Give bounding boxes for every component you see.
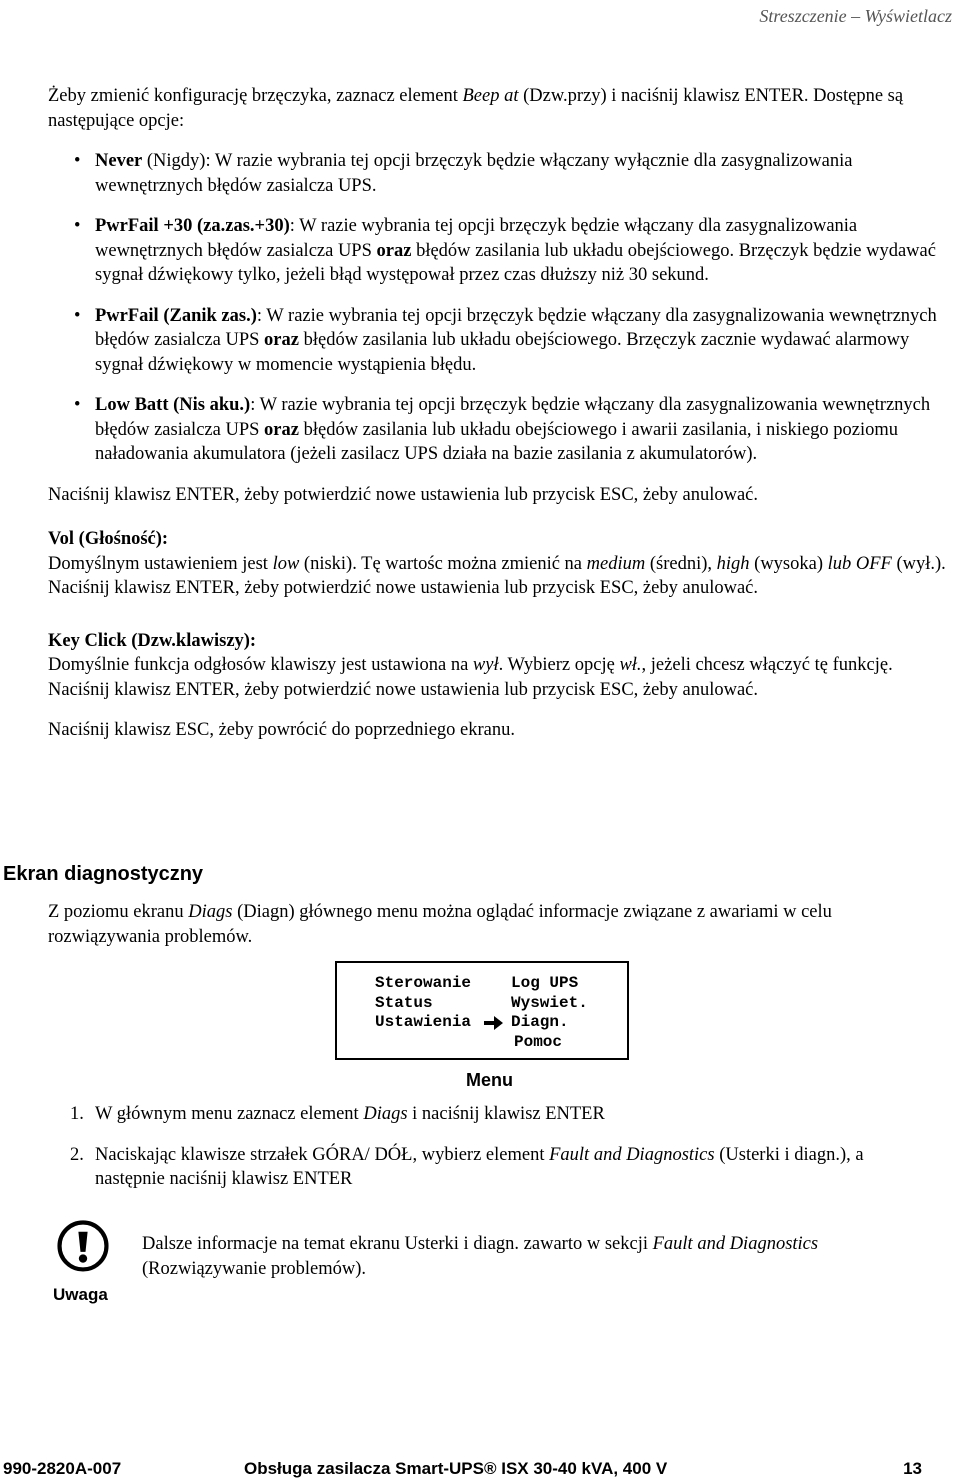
warning-exclamation-icon (46, 1220, 120, 1282)
keyclick-esc: Naciśnij klawisz ESC, żeby powrócić do poprzedniego ekranu. (48, 720, 515, 740)
lcd-menu-display (335, 961, 629, 1060)
lcd-row: Ustawienia Diagn. (375, 1013, 569, 1031)
vol-text: Domyślnym ustawieniem jest low (niski). Tę wartośc można zmienić na medium (średni), high (wysoka) lub OFF (wył.). Naciśnij klawisz ENTER, żeby potwierdzić nowe ustawienia lub przycisk ESC, żeby anulować. (48, 553, 946, 598)
footer-title: Obsługa zasilacza Smart-UPS® ISX 30-40 kVA, 400 V (244, 1459, 668, 1478)
beep-confirm: Naciśnij klawisz ENTER, żeby potwierdzić nowe ustawienia lub przycisk ESC, żeby anulować. (48, 484, 758, 505)
list-item: 2. Naciskając klawisze strzałek GÓRA/ DÓŁ, wybierz element Fault and Diagnostics (Usterki i diagn.), a następnie naciśnij klawisz ENTER (70, 1144, 864, 1189)
bullet-icon: • (74, 395, 81, 415)
bullet-icon: • (74, 216, 81, 236)
diag-intro: Z poziomu ekranu Diags (Diagn) głównego menu można oglądać informacje związane z awariami w celu rozwiązywania problemów. (48, 902, 832, 947)
list-item: • PwrFail (Zanik zas.): W razie wybrania tej opcji brzęczyk będzie włączany dla zasygnalizowania wewnętrznych błędów zasialcza UPS oraz błędów zasilania lub układu obejściowego. Brzęczyk zacznie wydawać alarmowy sygnał dźwiękowy w momencie wystąpienia błędu. (74, 305, 937, 375)
lcd-row: Status Wyswiet. (375, 993, 588, 1012)
selection-arrow-icon (483, 1014, 505, 1032)
bullet-icon: • (74, 305, 81, 326)
beep-section (48, 84, 948, 743)
lcd-row: Pomoc (514, 1032, 563, 1051)
beep-options-list (48, 149, 948, 467)
keyclick-text: Domyślnie funkcja odgłosów klawiszy jest ustawiona na wył. Wybierz opcję wł., jeżeli chcesz włączyć tę funkcję. Naciśnij klawisz ENTER, żeby potwierdzić nowe ustawienia lub przycisk ESC, żeby anulować. (48, 655, 893, 700)
lcd-row: Sterowanie Log UPS (375, 974, 579, 992)
beep-intro: Żeby zmienić konfigurację brzęczyka, zaznacz element Beep at (Dzw.przy) i naciśnij klawisz ENTER. Dostępne są następujące opcje: (48, 86, 904, 131)
note-text: Dalsze informacje na temat ekranu Usterki i diagn. zawarto w sekcji Fault and Diagnostics (Rozwiązywanie problemów). (142, 1234, 819, 1279)
footer-doc-number: 990-2820A-007 (3, 1459, 122, 1478)
note-label: Uwaga (53, 1285, 108, 1304)
section-heading: Ekran diagnostyczny (3, 863, 204, 885)
figure-caption: Menu (466, 1070, 513, 1090)
page-number: 13 (903, 1459, 922, 1478)
list-item: • PwrFail +30 (za.zas.+30): W razie wybrania tej opcji brzęczyk będzie włączany dla zasygnalizowania wewnętrznych błędów zasialcza UPS oraz błędów zasilania lub układu obejściowego. Brzęczyk będzie wydawać sygnał dźwiękowy tylko, jeżeli błąd występował przez czas dłuższy niż 30 sekund. (74, 216, 936, 285)
bullet-icon: • (74, 151, 81, 171)
list-item: 1. W głównym menu zaznacz element Diags i naciśnij klawisz ENTER (70, 1104, 605, 1124)
keyclick-title: Key Click (Dzw.klawiszy): (48, 630, 257, 651)
vol-title: Vol (Głośność): (48, 529, 169, 549)
list-item: • Low Batt (Nis aku.): W razie wybrania tej opcji brzęczyk będzie włączany dla zasygnalizowania wewnętrznych błędów zasialcza UPS oraz błędów zasilania lub układu obejściowego i awarii zasilania, i niskiego poziomu naładowania akumulatora (jeżeli zasilacz UPS działa na bazie zasilania z akumulatorów). (74, 395, 931, 464)
running-header: Streszczenie – Wyświetlacz (759, 6, 952, 26)
list-item: • Never (Nigdy): W razie wybrania tej opcji brzęczyk będzie włączany wyłącznie dla zasygnalizowania wewnętrznych błędów zasialcza UPS. (74, 151, 853, 196)
steps-list (48, 1102, 928, 1208)
